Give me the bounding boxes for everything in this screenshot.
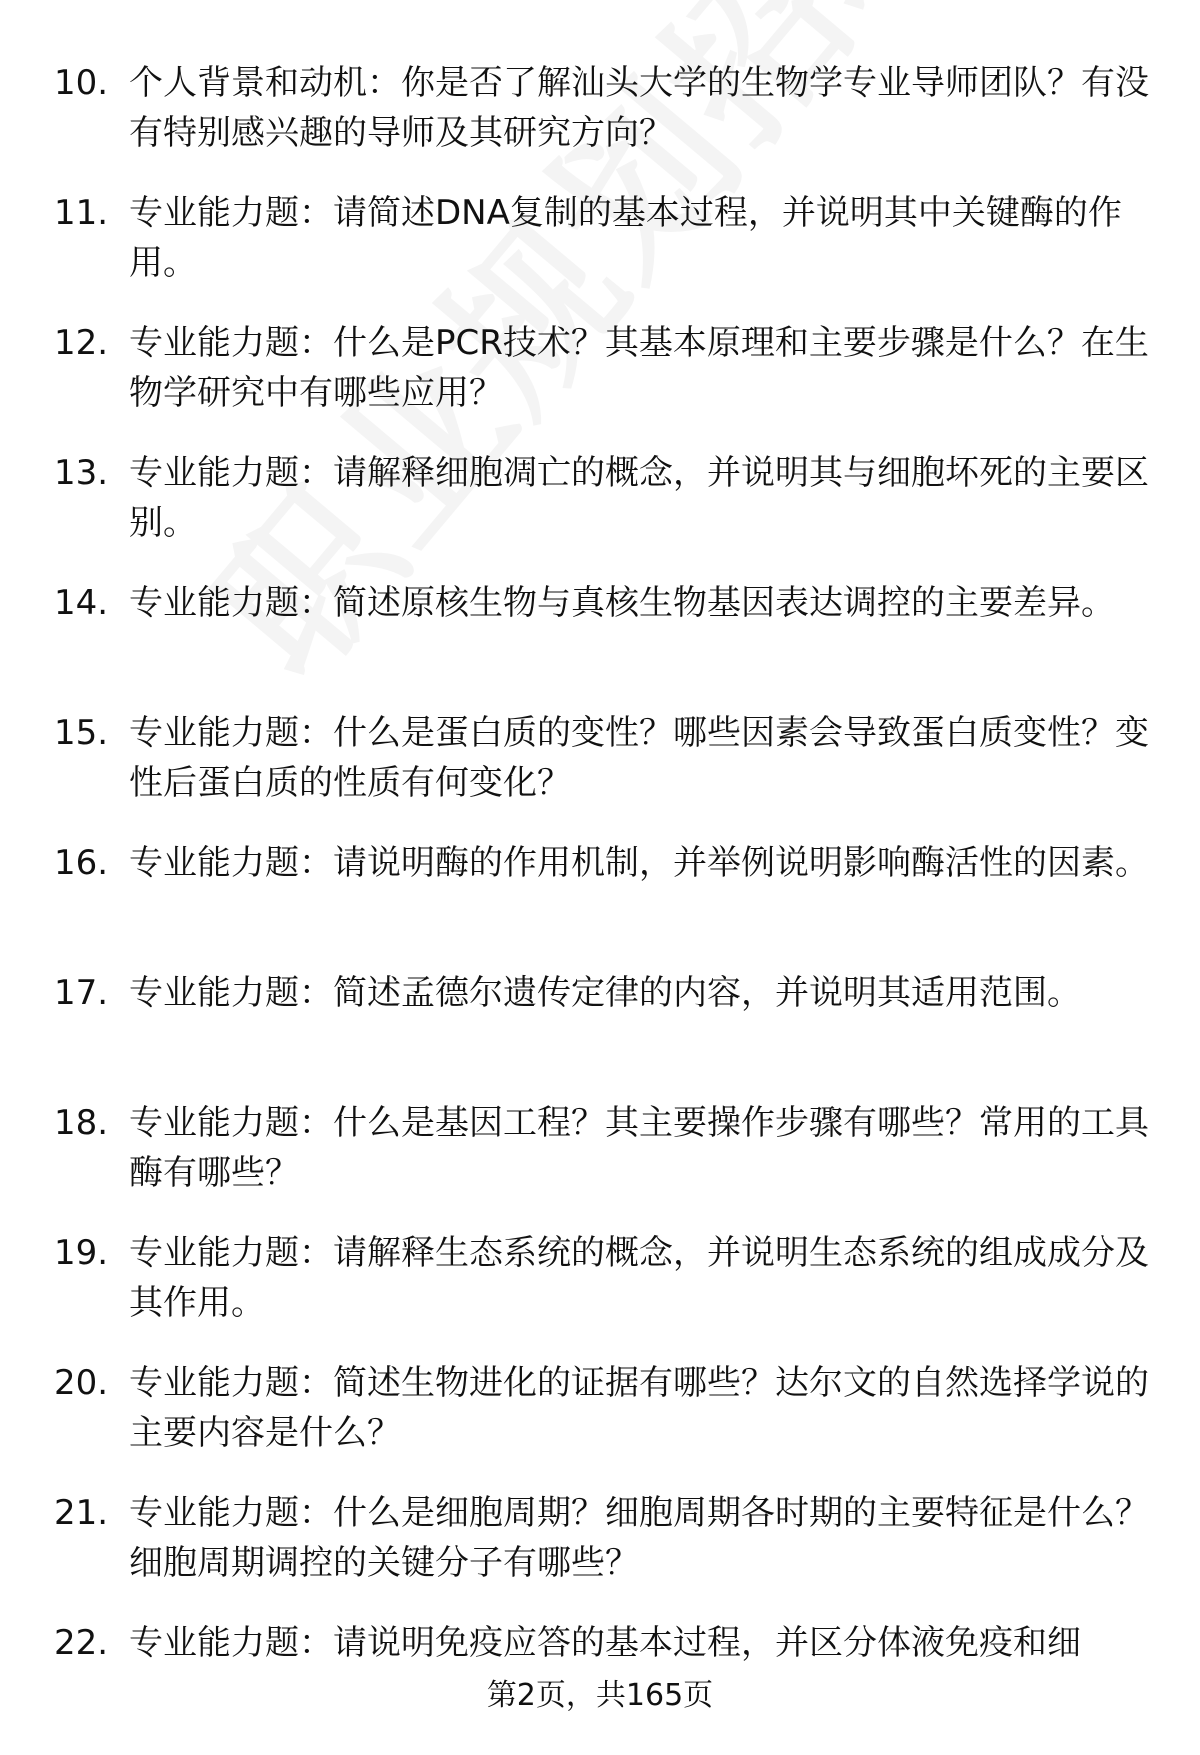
list-item — [0, 1098, 1200, 1206]
list-item — [0, 1488, 1200, 1596]
list-item — [0, 1358, 1200, 1466]
list-item — [0, 838, 1200, 946]
question-text: 专业能力题：简述孟德尔遗传定律的内容，并说明其适用范围。 — [129, 973, 1081, 1013]
question-number: 13. — [54, 453, 109, 493]
list-item — [0, 318, 1200, 426]
question-number: 10. — [54, 63, 109, 103]
question-number: 12. — [54, 323, 109, 363]
question-text: 个人背景和动机：你是否了解汕头大学的生物学专业导师团队？有没有特别感兴趣的导师及其研究方向？ — [129, 63, 1149, 153]
question-number: 20. — [54, 1363, 109, 1403]
question-text: 专业能力题：请说明免疫应答的基本过程，并区分体液免疫和细 — [129, 1623, 1081, 1663]
list-item — [0, 58, 1200, 166]
question-number: 19. — [54, 1233, 109, 1273]
question-text: 专业能力题：简述原核生物与真核生物基因表达调控的主要差异。 — [129, 583, 1115, 623]
question-number: 11. — [54, 193, 109, 233]
question-number: 15. — [54, 713, 109, 753]
list-item — [0, 968, 1200, 1076]
question-text: 专业能力题：请简述DNA复制的基本过程，并说明其中关键酶的作用。 — [129, 193, 1122, 283]
question-number: 18. — [54, 1103, 109, 1143]
question-number: 21. — [54, 1493, 109, 1533]
list-item — [0, 1228, 1200, 1336]
question-number: 16. — [54, 843, 109, 883]
question-text: 专业能力题：什么是基因工程？其主要操作步骤有哪些？常用的工具酶有哪些？ — [129, 1103, 1149, 1193]
question-number: 14. — [54, 583, 109, 623]
list-item — [0, 188, 1200, 296]
question-text: 专业能力题：请解释生态系统的概念，并说明生态系统的组成成分及其作用。 — [129, 1233, 1149, 1323]
question-list — [0, 58, 1200, 1748]
page-footer: 第2页，共165页 — [486, 1678, 714, 1713]
question-number: 22. — [54, 1623, 109, 1663]
question-text: 专业能力题：简述生物进化的证据有哪些？达尔文的自然选择学说的主要内容是什么？ — [129, 1363, 1149, 1453]
list-item — [0, 448, 1200, 556]
question-text: 专业能力题：什么是细胞周期？细胞周期各时期的主要特征是什么？细胞周期调控的关键分子有哪些？ — [129, 1493, 1149, 1583]
question-number: 17. — [54, 973, 109, 1013]
question-text: 专业能力题：请解释细胞凋亡的概念，并说明其与细胞坏死的主要区别。 — [129, 453, 1149, 543]
question-text: 专业能力题：什么是蛋白质的变性？哪些因素会导致蛋白质变性？变性后蛋白质的性质有何变化？ — [129, 713, 1149, 803]
list-item — [0, 578, 1200, 686]
question-text: 专业能力题：什么是PCR技术？其基本原理和主要步骤是什么？在生物学研究中有哪些应用？ — [129, 323, 1149, 413]
list-item — [0, 708, 1200, 816]
question-text: 专业能力题：请说明酶的作用机制，并举例说明影响酶活性的因素。 — [129, 843, 1149, 883]
